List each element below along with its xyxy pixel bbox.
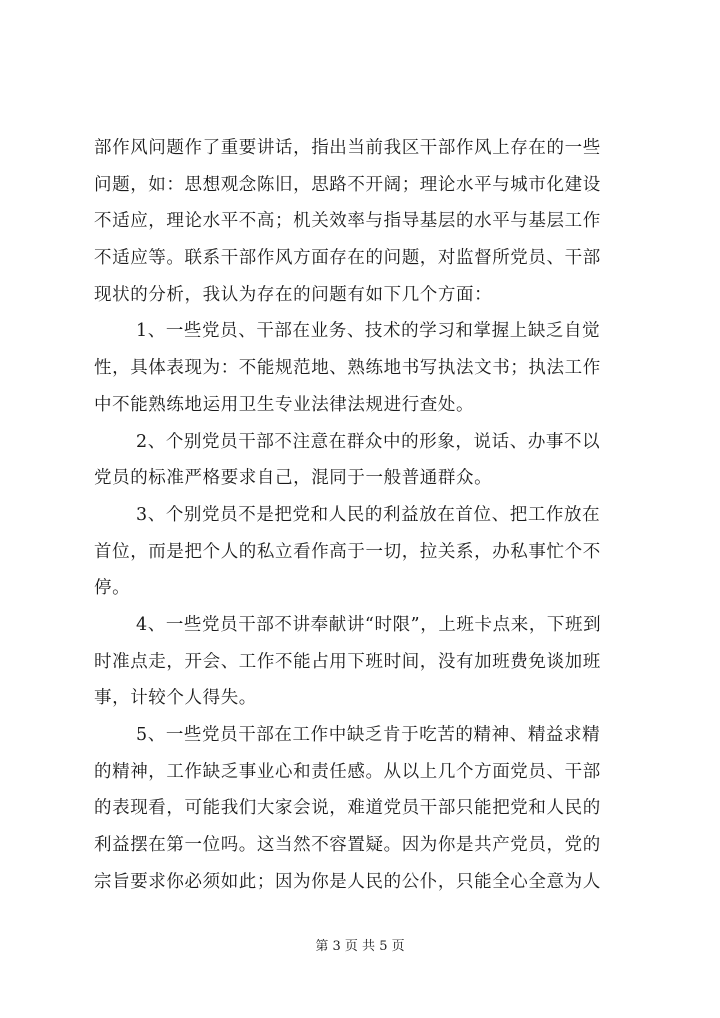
text-line: 的表现看，可能我们大家会说，难道党员干部只能把党和人民的 — [94, 798, 601, 819]
text-line: 时准点走，开会、工作不能占用下班时间，没有加班费免谈加班 — [94, 651, 601, 672]
document-body — [94, 130, 634, 900]
text-line: 利益摆在第一位吗。这当然不容置疑。因为你是共产党员，党的 — [94, 835, 601, 856]
paragraph-1-start: 1、一些党员、干部在业务、技术的学习和掌握上缺乏自觉 — [136, 321, 601, 342]
text-line: 问题，如：思想观念陈旧，思路不开阔；理论水平与城市化建设 — [94, 174, 601, 195]
text-line: 不适应，理论水平不高；机关效率与指导基层的水平与基层工作 — [94, 211, 601, 232]
text-line: 部作风问题作了重要讲话，指出当前我区干部作风上存在的一些 — [94, 138, 601, 158]
text-line: 事，计较个人得失。 — [94, 688, 257, 709]
text-line: 首位，而是把个人的私立看作高于一切，拉关系，办私事忙个不 — [94, 541, 601, 562]
paragraph-2-start: 2、个别党员干部不注意在群众中的形象，说话、办事不以 — [136, 431, 601, 452]
text-line: 党员的标准严格要求自己，混同于一般普通群众。 — [94, 468, 493, 489]
text-line: 中不能熟练地运用卫生专业法律法规进行查处。 — [94, 394, 475, 415]
text-line: 停。 — [94, 578, 131, 599]
page-number-footer: 第 3 页 共 5 页 — [315, 939, 405, 954]
paragraph-4-start: 4、一些党员干部不讲奉献讲“时限”，上班卡点来，下班到 — [136, 614, 602, 635]
text-line: 的精神，工作缺乏事业心和责任感。从以上几个方面党员、干部 — [94, 761, 601, 782]
text-line: 宗旨要求你必须如此；因为你是人民的公仆，只能全心全意为人 — [94, 871, 601, 892]
paragraph-3-start: 3、个别党员不是把党和人民的利益放在首位、把工作放在 — [136, 504, 601, 525]
text-line: 不适应等。联系干部作风方面存在的问题，对监督所党员、干部 — [94, 248, 601, 269]
text-line: 性，具体表现为：不能规范地、熟练地书写执法文书；执法工作 — [94, 358, 601, 379]
text-line: 现状的分析，我认为存在的问题有如下几个方面： — [94, 284, 493, 305]
paragraph-5-start: 5、一些党员干部在工作中缺乏肯于吃苦的精神、精益求精 — [136, 725, 601, 745]
